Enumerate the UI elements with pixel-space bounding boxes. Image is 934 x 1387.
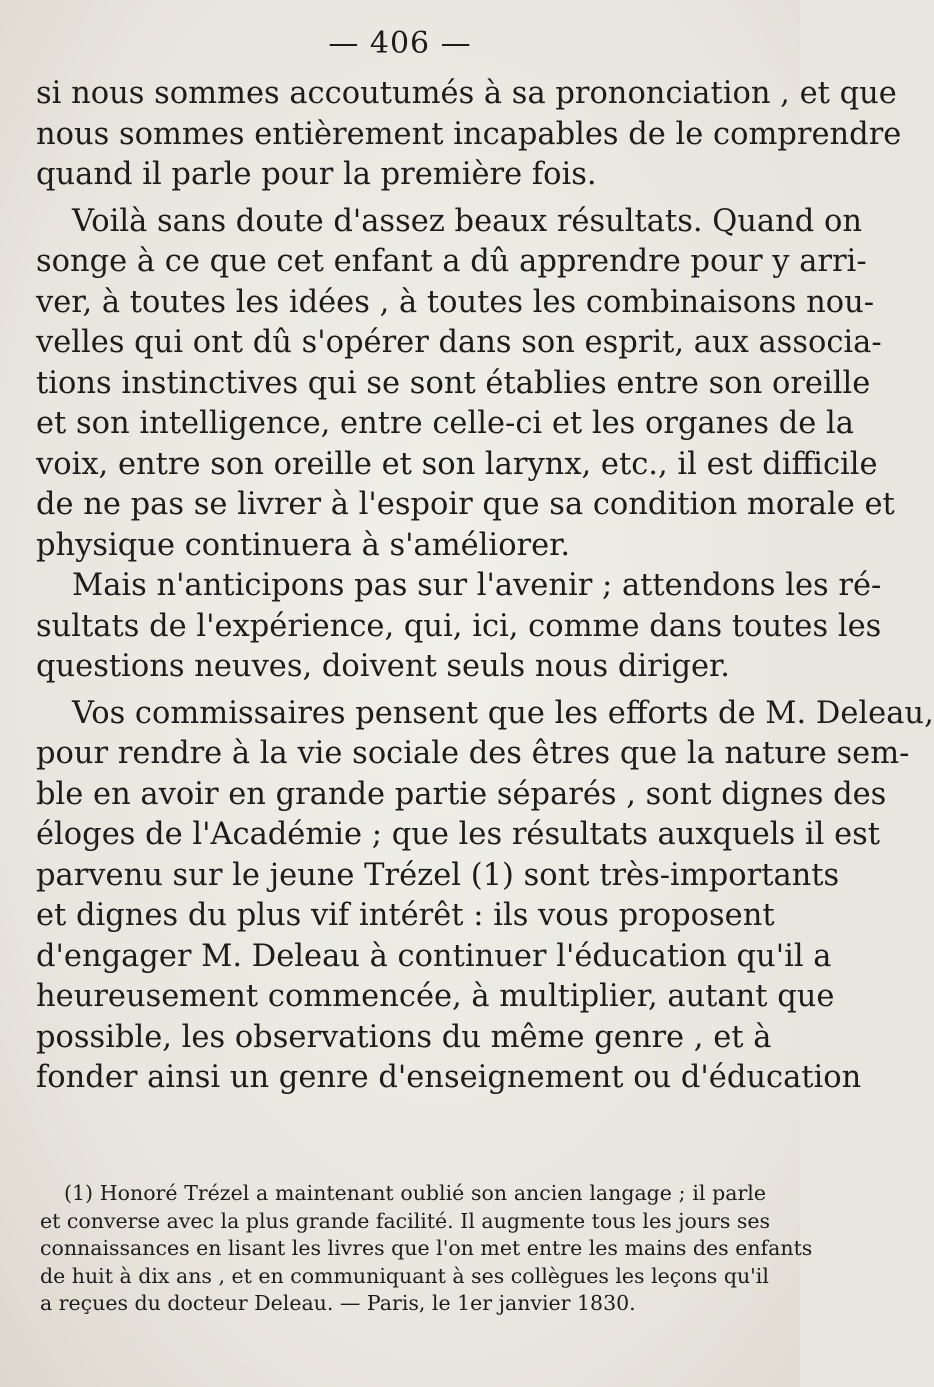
footnote	[40, 1180, 813, 1318]
footnote-line: (1) Honoré Trézel a maintenant oublié son ancien langage ; il parle	[64, 1181, 766, 1205]
text-line: tions instinctives qui se sont établies entre son oreille	[36, 365, 871, 401]
paragraph-1	[36, 74, 902, 196]
paragraph-4	[36, 694, 934, 1099]
text-line: songe à ce que cet enfant a dû apprendre pour y arri-	[36, 244, 867, 279]
text-line: ble en avoir en grande partie séparés , sont dignes des	[36, 776, 887, 812]
text-line: quand il parle pour la première fois.	[36, 157, 597, 192]
text-line: possible, les observations du même genre , et à	[36, 1019, 772, 1055]
body-text	[36, 74, 934, 1099]
text-line: Mais n'anticipons pas sur l'avenir ; attendons les ré-	[72, 568, 882, 603]
text-line: voix, entre son oreille et son larynx, etc., il est difficile	[36, 446, 878, 482]
text-line: heureusement commencée, à multiplier, autant que	[36, 979, 835, 1014]
footnote-line: de huit à dix ans , et en communiquant à ses collègues les leçons qu'il	[40, 1263, 769, 1288]
footnote-line: connaissances en lisant les livres que l'on met entre les mains des enfants	[40, 1236, 813, 1260]
text-line: Voilà sans doute d'assez beaux résultats. Quand on	[72, 203, 862, 239]
text-line: nous sommes entièrement incapables de le comprendre	[36, 116, 902, 152]
text-line: pour rendre à la vie sociale des êtres que la nature sem-	[36, 736, 910, 771]
text-line: et dignes du plus vif intérêt : ils vous proposent	[36, 898, 775, 933]
text-line: Vos commissaires pensent que les efforts de M. Deleau,	[72, 695, 934, 731]
text-line: d'engager M. Deleau à continuer l'éducation qu'il a	[36, 938, 832, 974]
footnote-line: et converse avec la plus grande facilité. Il augmente tous les jours ses	[40, 1208, 771, 1233]
paragraph-2	[36, 202, 895, 567]
text-line: si nous sommes accoutumés à sa prononciation , et que	[36, 76, 897, 111]
text-line: physique continuera à s'améliorer.	[36, 527, 571, 563]
text-line: ver, à toutes les idées , à toutes les combinaisons nou-	[36, 284, 875, 320]
text-line: de ne pas se livrer à l'espoir que sa condition morale et	[36, 487, 895, 522]
text-line: et son intelligence, entre celle-ci et les organes de la	[36, 406, 854, 441]
page-number: — 406 —	[328, 26, 472, 61]
text-line: questions neuves, doivent seuls nous diriger.	[36, 649, 730, 684]
footnote-line: a reçues du docteur Deleau. — Paris, le 1er janvier 1830.	[40, 1291, 636, 1315]
text-line: velles qui ont dû s'opérer dans son esprit, aux associa-	[36, 325, 882, 360]
paragraph-3	[36, 566, 882, 688]
text-line: fonder ainsi un genre d'enseignement ou d'éducation	[36, 1060, 862, 1095]
text-line: sultats de l'expérience, qui, ici, comme dans toutes les	[36, 608, 882, 644]
text-line: éloges de l'Académie ; que les résultats auxquels il est	[36, 817, 881, 852]
text-line: parvenu sur le jeune Trézel (1) sont très-importants	[36, 857, 840, 893]
